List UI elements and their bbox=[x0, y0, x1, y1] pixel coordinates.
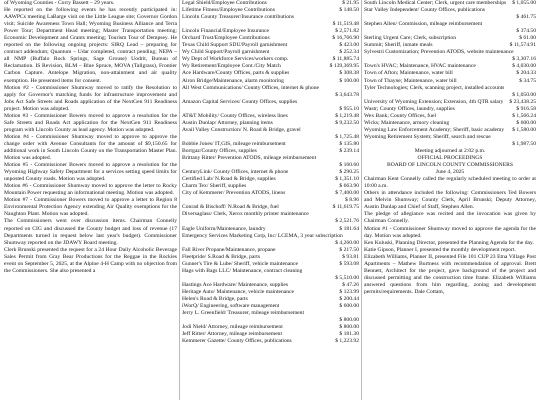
bill-payee: Wy Retirement/Employee Cont./City Match bbox=[182, 63, 281, 70]
bill-row bbox=[182, 7, 359, 14]
bill-amount: $ 1,055.00 bbox=[512, 0, 536, 6]
bill-payee: Certified Lab/ N.Road & Bridge, supplies bbox=[182, 176, 276, 183]
bill-amount: $ 800.00 bbox=[339, 317, 359, 324]
bill-row bbox=[182, 169, 359, 176]
bill-amount: $ 252.34 bbox=[339, 49, 359, 56]
bill-amount: $ 181.30 bbox=[339, 331, 359, 338]
bill-amount: $ 11,519.48 bbox=[332, 21, 359, 28]
bill-payee: Lincoln County Treasurer/Insurance contributions bbox=[182, 14, 295, 21]
bill-amount: $ 160.60 bbox=[339, 162, 359, 169]
bill-amount: $ 1,725.48 bbox=[335, 133, 359, 140]
bill-row bbox=[364, 7, 536, 14]
bill-payee: Charm Tex/ Sheriff, supplies bbox=[182, 183, 247, 190]
bill-row bbox=[182, 99, 359, 106]
bill-row bbox=[182, 120, 359, 127]
bill-amount: $ 308.38 bbox=[339, 70, 359, 77]
bill-amount: $ 181.64 bbox=[339, 225, 359, 232]
bill-row bbox=[182, 42, 359, 49]
article-paragraph: He reported on the following events he has recently participated in: AAWPCs meeting LaBarge visit on the Little League site; Governor Gordon visit; Suicide Awareness Town Hall; Wyoming Business Alliance and Terra Power Tour; Department Head meeting; Master Transportation meeting; Economic Development and Grants meeting; Tourism Tour of Dempsey. He reported on the following ongoing projects: SIRQ Lead – preparing for contract addendum; Quantum – Udar completed, contract pending; NEPA – all NMP (Buffalo Rock Springs, Sage Grouse) Uodrit, Bureau of Reclamation. IS Revision, BLM – Blue Spruce, MOVA (Tallgrass), Frontier Carbon Capture. Antelope Migration, non-attainment and air quality exemption. He presented items for consent. bbox=[4, 7, 177, 84]
bill-amount: $ 916.58 bbox=[516, 105, 536, 112]
bill-row bbox=[182, 261, 359, 268]
bill-payee: Brittany Ritter/ Prevention ATODS, mileage reimbursement bbox=[182, 155, 317, 162]
bill-payee: Bobbie Jones/ IT,GIS, mileage reimbursement bbox=[182, 140, 286, 147]
bill-row bbox=[182, 21, 359, 28]
bill-payee: South Lincoln Medical Center; Clerk, urgent care memberships bbox=[364, 0, 507, 6]
bill-amount: $ 1,580.00 bbox=[512, 126, 536, 133]
proceedings-paragraph: Others in attendance included the following: Commissioners Ted Bowers and Melvin Shumway; County Clerk, April Brunski; Deputy Attorney, Austin Dunlap and Chief of Staff, Stephen Allen. bbox=[364, 190, 536, 211]
bill-row bbox=[182, 148, 359, 155]
bill-payee: Wastr; County Offices, laundry, supplies bbox=[364, 105, 455, 112]
bill-amount: $ 1,219.48 bbox=[335, 112, 359, 119]
bill-amount: $ 7,400.00 bbox=[335, 190, 359, 197]
bill-row bbox=[364, 78, 536, 85]
bill-payee: Town's HVAC; Maintenance, HVAC maintenance bbox=[364, 63, 476, 70]
bill-amount: $ 21.95 bbox=[342, 0, 359, 6]
proceedings-paragraph: Elizabeth Williams, Planner II, presented File 101 CUP 23 Etna Village Post Apartments – Mathew Burtness with recommendation of approval. Brett Bennett, Architect for the project, gave background of the project and discussed permitting and the construction time frame. Elizabeth Williams answered questions from him regarding, zoning and development permits/requirements. Dale Cottam, bbox=[364, 253, 536, 295]
bill-payee: Sterling Urgent Care; Clerk, subscription bbox=[364, 35, 457, 42]
article-paragraph: The Commissioners went over discussion items. Chairman Connelly reported on CIG and discussed the County budget and loss of revenue (17 Departments turned in request below last year's budget). Commissioner Shumway reported on the JDAWY Board meeting. bbox=[4, 218, 177, 246]
bill-amount: $ 11,885.74 bbox=[332, 56, 359, 63]
proceedings-paragraph: Motion #1 - Commissioner Shumway moved to approve the agenda for the day. Motion was adopted. bbox=[364, 225, 536, 239]
bill-payee: Stephen Allen/ Commission, mileage reimbursement bbox=[364, 21, 483, 28]
bill-payee: Jerry L. Greenfield/ Treasurer, mileage reimbursement bbox=[182, 310, 305, 317]
bill-amount: $ 123.99 bbox=[339, 288, 359, 295]
bill-amount: $ 61.00 bbox=[519, 35, 536, 42]
bill-payee: Ace Hardware/County Offices, parts & supplies bbox=[182, 70, 290, 77]
bill-payee: Diversaglass/ Clerk, Xerox monthly printer maintenance bbox=[182, 211, 309, 218]
bill-payee: Avail Valley Construction/ N. Road & Bridge, gravel bbox=[182, 126, 301, 133]
column-left bbox=[4, 0, 177, 400]
bill-row bbox=[364, 85, 536, 92]
article-paragraph: Motion #3 - Commissioner Bowers moved to approve a resolution for the Safe Streets and Roads Act application for the NextGen 911 Readiness program with Lincoln County as lead agency. Motion was adopted. bbox=[4, 112, 177, 133]
bill-payee: CenturyLink/ County Offices, internet & phone bbox=[182, 169, 289, 176]
article-paragraph: Motion #2 - Commissioner Shumway moved to ratify the Resolution to apply for Governor's matching funds for infrastructure improvement and Jobs Act Safe Streets and Roads application of the NextGen 911 Readiness project. Motion was adopted. bbox=[4, 84, 177, 112]
bill-amount: $ 100.00 bbox=[339, 77, 359, 84]
bill-row bbox=[182, 211, 359, 218]
bill-amount: $ 1,223.92 bbox=[335, 338, 359, 345]
bill-row bbox=[182, 70, 359, 77]
bill-row bbox=[182, 240, 359, 247]
bill-row bbox=[182, 254, 359, 261]
bill-row bbox=[182, 204, 359, 211]
bill-row bbox=[364, 99, 536, 106]
bill-amount: $ 204.33 bbox=[516, 70, 536, 77]
bill-amount: $ 4,260.00 bbox=[335, 239, 359, 246]
article-paragraph: of Wyoming Counties - Corry Bassett – 29 years. bbox=[4, 0, 115, 6]
article-paragraph: Motion #5 - Commissioner Bowers moved to approve a resolution for the Wyoming Highway Safety Department for a services setting speed limits for unposted County roads. Motion was adopted. bbox=[4, 162, 177, 183]
bill-row bbox=[182, 85, 359, 92]
article-paragraph: Clerk Brunski presented the request for a 24 Hour Daily Alcoholic Beverage Sales Permit from Gray Bear Productions for the Reggae in the Rockies event on September 5, 2025, at the Alpine 4-H Camp with no objection from the Commissioners. She also presented a bbox=[4, 246, 177, 274]
bill-row bbox=[182, 190, 359, 197]
bill-row bbox=[364, 141, 536, 148]
bill-row bbox=[182, 0, 359, 7]
bill-amount: $ 1,566.24 bbox=[512, 112, 536, 119]
bill-payee: Wyoming Law Enforcement Academy; Sheriff, basic academy bbox=[364, 126, 505, 133]
bill-row bbox=[182, 63, 359, 70]
bill-amount: $ 600.00 bbox=[339, 303, 359, 310]
bill-payee: Wicks; Maintenance, armory cleaning bbox=[364, 119, 450, 126]
bill-payee: Gunner's Tire & Lube/ Sheriff, vehicle maintenance bbox=[182, 260, 299, 267]
bill-amount: $ 423.00 bbox=[339, 42, 359, 49]
bill-amount: $ 1,050.00 bbox=[512, 91, 536, 98]
bill-amount: $ 3,643.78 bbox=[335, 91, 359, 98]
bill-payee: Summit; Sheriff, inmate meals bbox=[364, 42, 433, 49]
bill-row bbox=[182, 141, 359, 148]
bill-row bbox=[182, 331, 359, 338]
bill-amount: $ 663.90 bbox=[339, 183, 359, 190]
bill-row bbox=[182, 268, 359, 275]
bill-row bbox=[182, 113, 359, 120]
bill-row bbox=[364, 14, 536, 21]
column-middle-bills-list bbox=[182, 0, 359, 400]
bill-amount: $ 34.75 bbox=[519, 77, 536, 84]
bill-amount: $ 1,351.10 bbox=[335, 176, 359, 183]
bill-payee: AT&T Mobility/ County Offices, wireless lines bbox=[182, 112, 288, 119]
article-paragraph: Motion #6 - Commissioner Shumway moved to approve the letter to Rocky Mountain Power requesting an informational meeting. Motion was adopted. bbox=[4, 183, 177, 197]
bill-payee: Tyler Technologies; Clerk, scanning project, installed accounts bbox=[364, 84, 505, 91]
bill-row bbox=[364, 42, 536, 49]
bill-payee: Eagle Uniform/Maintenance, laundry bbox=[182, 225, 266, 232]
bill-amount: $ 290.25 bbox=[339, 169, 359, 176]
bill-amount: $ 217.50 bbox=[339, 246, 359, 253]
column-divider bbox=[361, 0, 362, 400]
bill-row bbox=[364, 106, 536, 113]
proceedings-heading: Meeting adjourned at 2:02 p.m. bbox=[414, 147, 486, 154]
bill-payee: Wy Dept of Workforce Services/workers comp. bbox=[182, 56, 289, 63]
bill-row bbox=[182, 92, 359, 99]
bill-row bbox=[182, 155, 359, 162]
bill-payee: Texas Child Support SDU/Payroll garnishment bbox=[182, 42, 288, 49]
bill-row bbox=[364, 28, 536, 35]
proceedings-heading: June 4, 2025 bbox=[435, 169, 465, 176]
bill-row bbox=[364, 92, 536, 99]
proceedings-paragraph: The pledge of allegiance was recited and the invocation was given by Chairman Connelly. bbox=[364, 211, 536, 225]
bill-payee: Wyoming Retirement System; Sheriff, search and rescue bbox=[364, 133, 491, 140]
bill-payee: Borrgaz/County Offices, supplies bbox=[182, 147, 257, 154]
article-paragraph: Motion #7 - Commissioner Bowers moved to approve a letter to Region 8 Environmental Protection Agency extending Air Quality exemptions for the Naughton Plant. Motion was adopted. bbox=[4, 197, 177, 218]
bill-payee: All West Communications/ County Offices, internet & phone bbox=[182, 84, 319, 91]
bill-payee: Conrad & Bischoff/ N.Road & Bridge, fuel bbox=[182, 204, 279, 211]
bill-amount: $ 600.00 bbox=[516, 119, 536, 126]
bill-amount: $ 461.75 bbox=[516, 14, 536, 21]
bill-row bbox=[182, 247, 359, 254]
bill-amount: $ 4,030.00 bbox=[512, 63, 536, 70]
bill-payee: Hags with Bags LLC/ Maintenance, contract cleaning bbox=[182, 267, 303, 274]
bill-payee: Legal Shield/Employee Contributions bbox=[182, 0, 267, 6]
proceedings-heading: OFFICIAL PROCEEDINGS bbox=[417, 155, 483, 162]
bill-payee: Heritage Auto/ Maintenance, vehicle maintenance bbox=[182, 288, 294, 295]
bill-row bbox=[182, 127, 359, 134]
bill-row bbox=[182, 35, 359, 42]
bill-payee: City of Kemmerer/ Prevention ATODS, linens bbox=[182, 190, 286, 197]
bill-row bbox=[364, 63, 536, 70]
bill-row bbox=[182, 218, 359, 225]
bill-row bbox=[364, 134, 536, 141]
bill-amount: $ 9,232.50 bbox=[335, 119, 359, 126]
bill-row bbox=[364, 21, 536, 28]
bill-amount: $ 239.14 bbox=[339, 147, 359, 154]
bill-amount: $ 374.50 bbox=[516, 28, 536, 35]
bill-payee: Fleetpride/ S.Road & Bridge, parts bbox=[182, 253, 260, 260]
bill-payee: Lincoln Financial/Employee Insurance bbox=[182, 28, 269, 35]
bill-row bbox=[182, 289, 359, 296]
bill-row bbox=[182, 282, 359, 289]
bill-payee: Wex Bank; County Offices, fuel bbox=[364, 112, 436, 119]
bill-amount: $ 3,307.16 bbox=[512, 56, 536, 63]
bill-amount: $ 593.08 bbox=[339, 260, 359, 267]
bill-row bbox=[364, 113, 536, 120]
bill-row bbox=[182, 134, 359, 141]
column-right bbox=[364, 0, 536, 400]
bill-row bbox=[182, 338, 359, 345]
bill-payee: Hastings Ace Hardware/ Maintenance, supplies bbox=[182, 281, 289, 288]
bill-payee: Sylvestri Customization; Prevention ATODS, website maintenance bbox=[364, 49, 514, 56]
bill-row bbox=[364, 120, 536, 127]
bill-amount: $ 148.50 bbox=[339, 7, 359, 14]
bill-amount: $ 1,987.50 bbox=[512, 140, 536, 147]
bill-row bbox=[182, 310, 359, 317]
bill-row bbox=[182, 183, 359, 190]
bill-row bbox=[182, 226, 359, 233]
bill-amount: $ 47.26 bbox=[342, 281, 359, 288]
bill-amount: $ 200.44 bbox=[339, 295, 359, 302]
bill-payee: Helen's Road & Bridge, parts bbox=[182, 295, 248, 302]
bill-row bbox=[364, 70, 536, 77]
bill-amount: $ 955.10 bbox=[339, 105, 359, 112]
bill-row bbox=[182, 296, 359, 303]
bill-amount: $ 139,369.95 bbox=[329, 63, 359, 70]
bill-payee: Emergency Services Marketing Corp, Inc/ LCEMA, 3 year subscription bbox=[182, 232, 343, 239]
proceedings-paragraph: Katie Gipson, Planner I, presented the monthly development report. bbox=[364, 246, 516, 253]
proceedings-paragraph: Ken Kuluski, Planning Director, presented the Planning Agenda for the day. bbox=[364, 239, 534, 246]
proceedings-heading: BOARD OF LINCOLN COUNTY COMMISSIONERS bbox=[387, 162, 513, 169]
article-paragraph: Motion #4 - Commissioner Shumway moved to approve to approve the change order with Avenue Consultants for the amount of $9,150.65 for additional work in South Lincoln County on the Transportation Master Plan. Motion was adopted. bbox=[4, 133, 177, 162]
bill-amount: $ 800.00 bbox=[339, 324, 359, 331]
bill-payee: Town of Thayne; Maintenance, water bill bbox=[364, 77, 457, 84]
bill-payee: Star Valley Independent/ County Offices, publications bbox=[364, 7, 485, 14]
bill-payee: Airon Bridge/Maintenance, alarm monitoring bbox=[182, 77, 284, 84]
bill-payee: Kemmerer Gazette/ County Offices, publications bbox=[182, 338, 292, 345]
bill-payee: Austin Dunlap/ Attorney, planning items bbox=[182, 119, 273, 126]
bill-amount: $ 135.80 bbox=[339, 140, 359, 147]
bill-amount: $ 5,510.00 bbox=[335, 274, 359, 281]
bill-row bbox=[182, 78, 359, 85]
bill-row bbox=[182, 233, 359, 240]
bill-row bbox=[182, 317, 359, 324]
bill-amount: $ 23,438.25 bbox=[509, 98, 536, 105]
bill-row bbox=[364, 127, 536, 134]
bill-row bbox=[182, 162, 359, 169]
bill-row bbox=[182, 275, 359, 282]
bill-amount: $ 93.81 bbox=[342, 253, 359, 260]
column-divider bbox=[179, 0, 180, 400]
bill-amount: $ 16,766.90 bbox=[332, 35, 359, 42]
proceedings-paragraph: Chairman Kent Connelly called the regularly scheduled meeting to order at 10:00 a.m. bbox=[364, 176, 536, 190]
bill-payee: Fall River Propane/Maintenance, propane bbox=[182, 246, 276, 253]
bill-row bbox=[364, 49, 536, 56]
bill-payee: Jodi Nield/ Attorney, mileage reimbursement bbox=[182, 324, 283, 331]
bill-payee: Wy Child Support/Payroll garnishment bbox=[182, 49, 270, 56]
bill-row bbox=[182, 324, 359, 331]
bill-payee: Lifetime Fitness/Employee Contributions bbox=[182, 7, 275, 14]
bill-payee: Jeff Ritter/ Attorney, mileage reimbursement bbox=[182, 331, 283, 338]
bill-amount: $ 11,619.75 bbox=[332, 204, 359, 211]
bill-amount: $ 2,571.82 bbox=[335, 28, 359, 35]
bill-amount: $ 2,521.76 bbox=[335, 218, 359, 225]
bill-row bbox=[364, 0, 536, 7]
bill-row bbox=[182, 176, 359, 183]
bill-payee: iWorQ/ Engineering, software management bbox=[182, 303, 280, 310]
bill-amount: $ 8.96 bbox=[345, 197, 359, 204]
bill-row bbox=[182, 106, 359, 113]
bill-payee: Amazon Capital Services/ County Offices, supplies bbox=[182, 98, 298, 105]
bill-payee: Town of Afton; Maintenance, water bill bbox=[364, 70, 453, 77]
bill-row bbox=[182, 303, 359, 310]
bill-payee: University of Wyoming Extension; Extension, 4th QTR salary bbox=[364, 98, 504, 105]
bill-amount: $ 11,574.91 bbox=[509, 42, 536, 49]
bill-row bbox=[364, 56, 536, 63]
bill-payee: Orchard Trust/Employee Contributions bbox=[182, 35, 270, 42]
